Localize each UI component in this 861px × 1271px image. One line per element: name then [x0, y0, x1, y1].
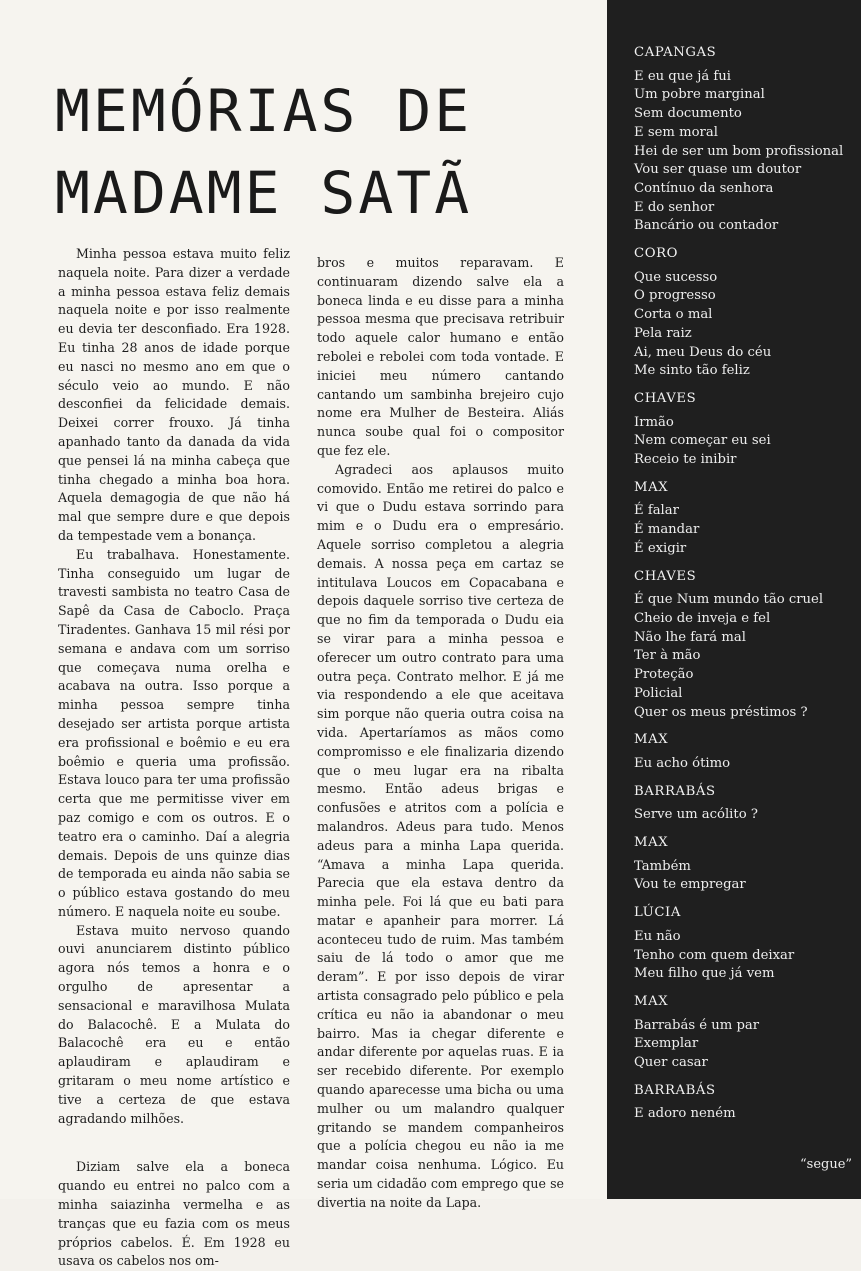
lyric-line: Serve um acólito ?: [634, 807, 758, 823]
lyrics-list: [634, 44, 854, 1124]
lyric-line: É exigir: [634, 540, 687, 556]
title-line-1: MEMÓRIAS DE: [55, 77, 473, 145]
lyric-line: Policial: [634, 685, 683, 701]
article-title: [55, 70, 575, 234]
lyric-line: Vou te empregar: [634, 877, 746, 893]
speaker-name: MAX: [634, 732, 669, 748]
lyric-line: Proteção: [634, 667, 694, 683]
text-column-2: [317, 254, 564, 1213]
paragraph: Minha pessoa estava muito feliz naquela noite. Para dizer a verdade a minha pessoa estava feliz demais naquela noite e por isso realmente eu devia ter desconfiado. Era 1928. Eu tinha 28 anos de idade porque eu nasci no mesmo ano em que o século veio ao mundo. E não desconfiei da felicidade demais. Deixei correr frouxo. Já tinha apanhado tanto da danada da vida que pensei lá na minha cabeça que tinha chegado a minha boa hora. Aquela demagogia de que não há mal que sempre dure e que depois da tempestade vem a bonança.: [58, 246, 290, 543]
speaker-name: CHAVES: [634, 390, 697, 406]
lyric-line: Nem começar eu sei: [634, 433, 771, 449]
title-line-2: MADAME SATÃ: [55, 159, 473, 227]
lyric-line: Irmão: [634, 414, 674, 430]
lyric-line: Receio te inibir: [634, 452, 737, 468]
lyric-line: Não lhe fará mal: [634, 629, 746, 645]
lyric-line: E adoro neném: [634, 1106, 736, 1122]
paragraph: bros e muitos reparavam. E continuaram dizendo salve ela a boneca linda e eu disse para a minha pessoa mesma que precisava retribuir todo aquele calor humano e então rebolei e rebolei com toda vontade. E iniciei meu número cantando cantando um sambinha brejeiro cujo nome era Mulher de Besteira. Aliás nunca soube qual foi o compositor que fez ele.: [317, 255, 564, 458]
lyric-line: Ai, meu Deus do céu: [634, 344, 772, 360]
lyric-line: Barrabás é um par: [634, 1017, 760, 1033]
continued-marker: “segue”: [800, 1157, 853, 1172]
lyric-line: Tenho com quem deixar: [634, 947, 795, 963]
speaker-name: CAPANGAS: [634, 45, 717, 60]
lyric-line: Contínuo da senhora: [634, 180, 774, 196]
speaker-name: LÚCIA: [634, 905, 681, 921]
lyric-line: Eu acho ótimo: [634, 755, 731, 771]
lyric-line: Quer casar: [634, 1055, 708, 1071]
lyric-line: É falar: [634, 503, 679, 519]
lyrics-panel: [607, 0, 861, 1199]
lyric-line: Pela raiz: [634, 325, 692, 341]
paragraph: Estava muito nervoso quando ouvi anunciarem distinto público agora nós temos a honra e o orgulho de apresentar a sensacional e maravilhosa Mulata do Balacochê. E a Mulata do Balacochê era eu e então aplaudiram e aplaudiram e gritaram o meu nome artístico e tive a certeza de que estava agradando milhões.: [58, 922, 290, 1126]
speaker-name: BARRABÁS: [634, 1082, 716, 1098]
lyric-line: E sem moral: [634, 124, 718, 140]
lyric-line: Corta o mal: [634, 307, 713, 323]
lyric-line: Também: [634, 858, 691, 874]
lyric-line: Me sinto tão feliz: [634, 363, 750, 379]
lyric-line: E eu que já fui: [634, 68, 731, 84]
lyric-line: O progresso: [634, 288, 716, 304]
text-column-1: [58, 245, 290, 1271]
lyric-line: Sem documento: [634, 106, 742, 122]
lyric-line: Ter à mão: [634, 648, 701, 664]
speaker-name: MAX: [634, 835, 669, 851]
lyric-line: É que Num mundo tão cruel: [634, 592, 824, 608]
lyric-line: Um pobre marginal: [634, 87, 765, 103]
speaker-name: CHAVES: [634, 568, 697, 584]
lyric-line: Que sucesso: [634, 269, 718, 285]
lyric-line: E do senhor: [634, 199, 715, 215]
paragraph: Diziam salve ela a boneca quando eu entrei no palco com a minha saiazinha vermelha e as tranças que eu fazia com os meus próprios cabelos. É. Em 1928 eu usava os cabelos nos om-: [58, 1159, 290, 1269]
lyric-line: Eu não: [634, 928, 681, 944]
lyric-line: Exemplar: [634, 1036, 699, 1052]
speaker-name: MAX: [634, 993, 669, 1009]
lyric-line: Cheio de inveja e fel: [634, 610, 771, 626]
lyric-line: Bancário ou contador: [634, 218, 779, 234]
lyric-line: É mandar: [634, 522, 700, 538]
paragraph: Agradeci aos aplausos muito comovido. Então me retirei do palco e vi que o Dudu estava sorrindo para mim e o Dudu era o empresário. Aquele sorriso completou a alegria demais. A nossa peça em cartaz se intitulava Loucos em Copacabana e depois daquele sorriso tive certeza de que no fim da temporada o Dudu eia se virar para a minha pessoa e oferecer um outro contrato para uma outra peça. Contrato melhor. E já me via respondendo a ele que aceitava sim porque não queria outra coisa na vida. Apertaríamos as mãos como compromisso e ele finalizaria dizendo que o meu lugar era na ribalta mesmo. Então adeus brigas e confusões e atritos com a polícia e malandros. Adeus para tudo. Menos adeus para a minha Lapa querida. “Amava a minha Lapa querida. Parecia que ela estava dentro da minha pele. Foi lá que eu bati para matar e apanheir para morrer. Lá aconteceu tudo de ruim. Mas também saiu de lá todo o amor que me deram”. E por isso depois de virar artista consagrado pelo público e pela crítica eu não ia abandonar o meu bairro. Mas ia chegar diferente e andar diferente por aquelas ruas. E ia ser recebido diferente. Por exemplo quando aparecesse uma bicha ou uma mulher ou um malandro qualquer gritando se mandem companheiros que a polícia chegou eu não ia me mandar coisa nenhuma. Lógico. Eu seria um cidadão com emprego que se divertia na noite da Lapa.: [317, 461, 564, 1210]
lyric-line: Quer os meus préstimos ?: [634, 704, 808, 720]
speaker-name: MAX: [634, 479, 669, 495]
paragraph: Eu trabalhava. Honestamente. Tinha conseguido um lugar de travesti sambista no teatro Casa de Sapê da Casa de Caboclo. Praça Tiradentes. Ganhava 15 mil rési por semana e andava com um sorriso que começava numa orelha e acabava na outra. Isso porque a minha pessoa sempre tinha desejado ser artista porque artista era profissional e boêmio e eu era boêmio e queria uma profissão. Estava louco para ter uma profissão certa que me permitisse viver em paz comigo e com os outros. E o teatro era o caminho. Daí a alegria demais. Depois de uns quinze dias de temporada eu ainda não sabia se o público estava gostando do meu número. E naquela noite eu soube.: [58, 546, 290, 919]
lyric-line: Meu filho que já vem: [634, 966, 775, 982]
speaker-name: BARRABÁS: [634, 783, 716, 799]
lyric-line: Vou ser quase um doutor: [634, 162, 802, 178]
speaker-name: CORO: [634, 246, 679, 262]
lyric-line: Hei de ser um bom profissional: [634, 143, 844, 159]
